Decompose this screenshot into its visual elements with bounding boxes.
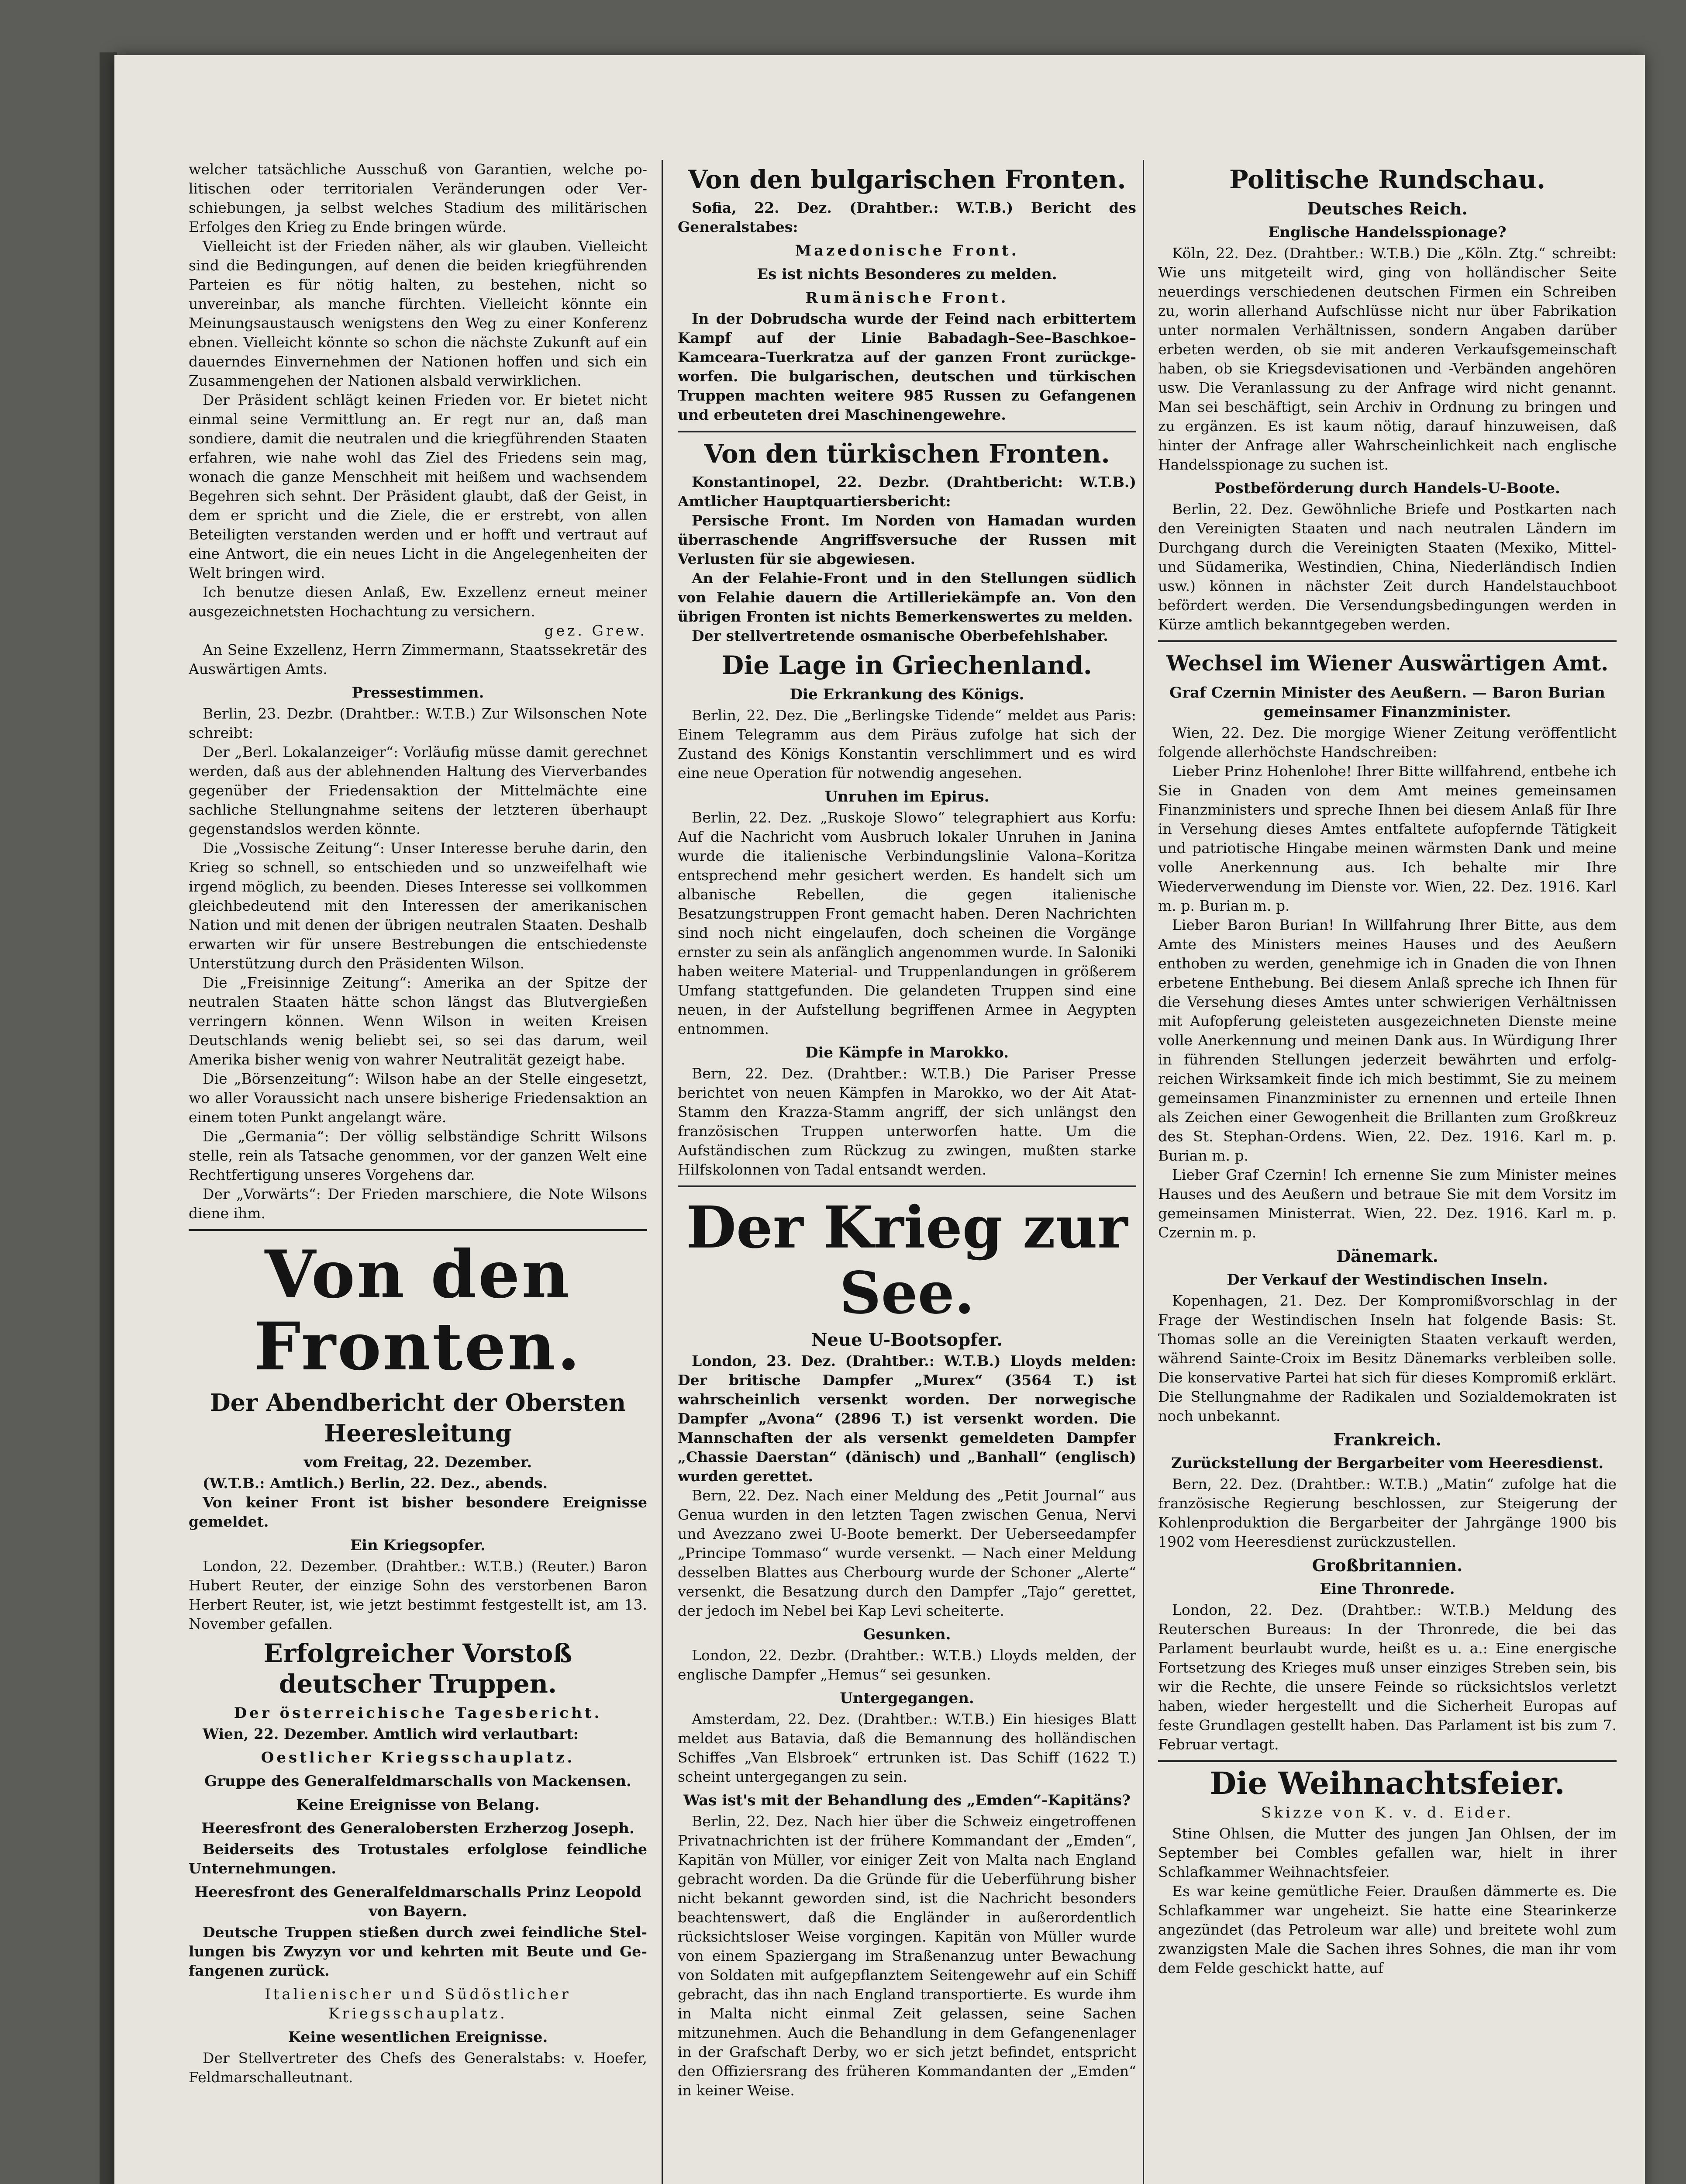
- article-text: Konstantinopel, 22. Dezbr. (Drahtbericht: W.T.B.) Amtlicher Hauptquartiersbericht:: [678, 473, 1136, 510]
- article-text: Persische Front. Im Norden von Hamadan wurden überraschende Angriffsversuche der Russen mit Verlusten für sie abgewiesen.: [678, 512, 1136, 567]
- article-text: Köln, 22. Dez. (Drahtber.: W.T.B.) Die „Köln. Ztg.“ schreibt: Wie uns mitgeteilt wird, ging von holländischer Seite neuerdings verschiedenen deutschen Firmen ein Schreiben zu, worin allerhand Aufschlüsse nicht nur über Fabrikation unter normalen Verhältnissen, sondern Angaben darüber erbeten werden, ob sie mit anderen Verkaufsgemeinschaft haben, ob sie Kriegsdevisationen und -Verbänden angehören usw. Die Veranlassung zu der Anfrage wird nicht genannt. Man sei beschäftigt, sein Archiv in Ordnung zu bringen und zu ergänzen. Es ist kaum nötig, darauf hinzuweisen, daß hinter der Anfrage aller Wahrscheinlichkeit nach englische Handelsspionage zu suchen ist.: [1158, 245, 1617, 473]
- section-heading: Italienischer und Südöstlicher Kriegsschauplatz.: [265, 1986, 571, 2022]
- article-text: (W.T.B.: Amtlich.) Berlin, 22. Dez., abends.: [203, 1475, 548, 1492]
- section-heading: Der österreichische Tagesbericht.: [234, 1704, 602, 1722]
- section-heading: Untergegangen.: [840, 1690, 974, 1707]
- article-text: In der Dobrudscha wurde der Feind nach erbittertem Kampf auf der Linie Babadagh–See–Baschkoe–Kamceara–Tuerkratza auf der ganzen Front zurückgeworfen. Die bulgarischen, deutschen und türkischen Truppen machten weitere 985 Russen zu Gefangenen und erbeuteten drei Maschinengewehre.: [678, 310, 1136, 423]
- article-text: Kopenhagen, 21. Dez. Der Kompromißvorschlag in der Frage der Westindischen Inseln hat folgende Basis: St. Thomas solle an die Vereinigten Staaten verkauft werden, während Sainte-Croix im Besitz Dänemarks verbleiben solle. Die konservative Partei hat sich für dieses Kompromiß erklärt. Die Stellungnahme der Radikalen und Sozialdemokraten ist noch unbekannt.: [1158, 1292, 1617, 1424]
- section-heading: Zurückstellung der Bergarbeiter vom Heeresdienst.: [1171, 1455, 1604, 1472]
- section-heading: Was ist's mit der Behandlung des „Emden“-Kapitäns?: [683, 1792, 1131, 1809]
- headline: Erfolgreicher Vorstoß deutscher Truppen.: [263, 1638, 572, 1699]
- divider: [1158, 640, 1617, 642]
- article-text: Lieber Graf Czernin! Ich ernenne Sie zum Minister meines Hauses und des Aeußern und betraue Sie mit dem Vorsitz im gemeinsamen Ministerrat. Wien, 22. Dez. 1916. Karl m. p. Czernin m. p.: [1158, 1166, 1617, 1241]
- newspaper-page: [114, 55, 1645, 2184]
- section-heading: Frankreich.: [1333, 1430, 1441, 1449]
- section-heading: Oestlicher Kriegsschauplatz.: [261, 1749, 575, 1766]
- section-heading: Neue U-Bootsopfer.: [811, 1330, 1003, 1350]
- article-text: London, 22. Dezbr. (Drahtber.: W.T.B.) Lloyds melden, der englische Dampfer „Hemus“ sei gesunken.: [678, 1647, 1136, 1683]
- article-text: Berlin, 22. Dez. Gewöhnliche Briefe und Postkarten nach den Vereinigten Staaten und nach neutralen Ländern im Durchgang durch die Vereinigten Staaten (Mexiko, Mittel- und Südamerika, Westindien, China, Niederländisch Indien usw.) können in nächster Zeit durch Handelstauchboot befördert werden. Die Versendungsbedingungen werden in Kürze amtlich bekanntgegeben werden.: [1158, 501, 1617, 633]
- section-heading: Gesunken.: [863, 1626, 951, 1643]
- column-right: [1158, 160, 1617, 1978]
- section-heading: Graf Czernin Minister des Aeußern. — Baron Burian gemeinsamer Finanzminister.: [1169, 684, 1605, 721]
- article-text: Beiderseits des Trotustales erfolglose feindliche Unternehmungen.: [189, 1841, 647, 1877]
- headline: Die Weihnachtsfeier.: [1210, 1765, 1565, 1801]
- article-text: An Seine Exzellenz, Herrn Zimmermann, Staatssekretär des Auswärtigen Amts.: [189, 641, 647, 677]
- section-heading: vom Freitag, 22. Dezember.: [303, 1454, 532, 1471]
- section-heading: Unruhen im Epirus.: [824, 788, 990, 805]
- article-text: Wien, 22. Dez. Die morgige Wiener Zeitung veröffentlicht folgende allerhöchste Handschreiben:: [1158, 724, 1617, 760]
- article-text: Berlin, 23. Dezbr. (Drahtber.: W.T.B.) Zur Wilsonschen Note schreibt:: [189, 705, 647, 741]
- headline: Der Krieg zur See.: [686, 1194, 1128, 1327]
- divider: [189, 1229, 647, 1231]
- section-heading: Heeresfront des Generalobersten Erzherzog Joseph.: [201, 1820, 634, 1837]
- article-text: Berlin, 22. Dez. „Ruskoje Slowo“ telegraphiert aus Korfu: Auf die Nachricht vom Ausbruch lokaler Unruhen in Janina wurde die italienische Verbindungslinie Valona–Koritza entsprechend mehr gesichert werden. Es handelt sich um albanische Rebellen, die gegen italienische Besatzungstruppen Front gemacht haben. Deren Nachrichten sind noch nicht eingelaufen, doch scheinen die Vorgänge ernster zu sein als anfänglich angenommen wurde. In Saloniki haben weitere Material- und Truppenlandungen in größerem Umfang stattgefunden. Die gelandeten Truppen sind eine neuen, in der Aufstellung begriffenen Armee in Aegypten entnommen.: [678, 809, 1136, 1037]
- section-heading: Es ist nichts Besonderes zu melden.: [757, 266, 1057, 283]
- section-heading: Deutsches Reich.: [1307, 199, 1468, 218]
- section-heading: Englische Handelsspionage?: [1268, 224, 1507, 241]
- column-rule: [662, 160, 663, 2184]
- article-text: London, 23. Dez. (Drahtber.: W.T.B.) Lloyds melden: Der britische Dampfer „Murex“ (3564 T.) ist wahrscheinlich versenkt worden. Der norwegische Dampfer „Avona“ (2896 T.) ist versenkt worden. Die Mannschaften der als versenkt gemeldeten Dampfer „Chassie Daerstan“ (dänisch) und „Banhall“ (englisch) wurden gerettet.: [678, 1352, 1136, 1485]
- section-heading: Pressestimmen.: [352, 684, 484, 702]
- section-heading: Heeresfront des Generalfeldmarschalls Prinz Leopold von Bayern.: [194, 1883, 641, 1920]
- article-text: Der stellvertretende osmanische Oberbefehlshaber.: [692, 627, 1108, 644]
- column-left: [189, 160, 647, 2087]
- article-text: Berlin, 22. Dez. Die „Berlingske Tidende“ meldet aus Paris: Einem Telegramm aus dem Piräus zufolge hat sich der Zustand des Königs Konstantin verschlimmert und es wird eine neue Operation für notwendig angesehen.: [678, 707, 1136, 781]
- article-text: London, 22. Dezember. (Drahtber.: W.T.B.) (Reuter.) Baron Hubert Reuter, der einzige Sohn des verstorbenen Baron Herbert Reuter, ist, wie jetzt bestimmt festgestellt ist, am 13. November gefallen.: [189, 1558, 647, 1632]
- article-text: Ich benutze diesen Anlaß, Ew. Exzellenz erneut meiner ausgezeichnetsten Hochachtung zu versichern.: [189, 584, 647, 620]
- section-heading: Die Erkrankung des Königs.: [790, 686, 1024, 703]
- article-text: London, 22. Dez. (Drahtber.: W.T.B.) Meldung des Reuterschen Bureaus: In der Thronrede, die bei das Parlament beurlaubt wurde, heißt es u. a.: Eine energische Fortsetzung des Krieges muß unser einziges Streben sein, bis wir die Rechte, die unsere Feinde so rücksichtslos verletzt haben, wieder hergestellt und die Sicherheit Europas auf feste Grundlagen gestellt haben. Das Parlament ist bis zum 7. Februar vertagt.: [1158, 1601, 1617, 1753]
- article-text: Stine Ohlsen, die Mutter des jungen Jan Ohlsen, der im September bei Combles gefallen war, hielt in ihrer Schlafkammer Weihnachtsfeier.: [1158, 1825, 1617, 1880]
- byline: Skizze von K. v. d. Eider.: [1261, 1804, 1514, 1821]
- article-text: Der Stellvertreter des Chefs des Generalstabs: v. Hoefer, Feldmarschalleutnant.: [189, 2049, 647, 2086]
- article-text: Bern, 22. Dez. (Drahtber.: W.T.B.) Die Pariser Presse berichtet von neuen Kämpfen in Marokko, wo der Ait Atat-Stamm den Krazza-Stamm angriff, der sich unlängst den französischen Truppen unterworfen hatte. Um die Aufständischen zum Rückzug zu zwingen, mußten starke Hilfskolonnen von Tadal entsandt werden.: [678, 1065, 1136, 1178]
- section-heading: Rumänische Front.: [805, 289, 1009, 307]
- headline: Von den bulgarischen Fronten.: [688, 165, 1126, 194]
- section-heading: Eine Thronrede.: [1320, 1580, 1455, 1598]
- article-text: Von keiner Front ist bisher besondere Ereignisse gemeldet.: [189, 1494, 647, 1530]
- section-heading: Postbeförderung durch Handels-U-Boote.: [1214, 480, 1560, 497]
- article-text: Die „Börsenzeitung“: Wilson habe an der Stelle eingesetzt, wo aller Voraussicht nach unsere bisherige Friedensaktion an einem toten Punkt angelangt wäre.: [189, 1070, 647, 1126]
- headline: Politische Rundschau.: [1229, 165, 1546, 194]
- article-text: Die „Germania“: Der völlig selbständige Schritt Wilsons stelle, rein als Tatsache genommen, vor der ganzen Welt eine Rechtfertigung unseres Vorgehens dar.: [189, 1128, 647, 1183]
- divider: [678, 431, 1136, 432]
- article-text: Berlin, 22. Dez. Nach hier über die Schweiz eingetroffenen Privatnachrichten ist der frühere Kommandant der „Emden“, Kapitän von Müller, vor einiger Zeit von Malta nach England gebracht worden. Da die Gründe für die Ueberführung bisher nicht bekannt geworden sind, ist die Nachricht besonders beachtenswert, daß die Engländer in außerordentlich rücksichtsloser Weise vorgingen. Kapitän von Müller wurde von einem Spaziergang im Straßenanzug unter Bewachung von Soldaten mit aufgepflanztem Seitengewehr auf ein Schiff gebracht, das ihn nach England transportierte. Es wurde ihm in Malta nicht einmal Zeit gelassen, seine Sachen mitzunehmen. Auch die Behandlung in dem Gefangenenlager in der Grafschaft Derby, wo er sich jetzt befindet, entspricht den Offiziersrang des früheren Kommandanten der „Emden“ in keiner Weise.: [678, 1813, 1136, 2099]
- section-heading: Keine Ereignisse von Belang.: [296, 1796, 540, 1814]
- article-text: Es war keine gemütliche Feier. Draußen dämmerte es. Die Schlafkammer war ungeheizt. Sie hatte eine Stearinkerze angezündet (das Petroleum war alle) und breitete wohl zum zwanzigsten Male die Sachen ihres Sohnes, die man ihr vom dem Felde geschickt hatte, auf: [1158, 1883, 1617, 1977]
- headline: Die Lage in Griechenland.: [722, 650, 1092, 680]
- article-text: Amsterdam, 22. Dez. (Drahtber.: W.T.B.) Ein hiesiges Blatt meldet aus Batavia, daß die Bemannung des holländischen Schiffes „Van Elsbroek“ ertrunken ist. Das Schiff (1622 T.) scheint untergegangen zu sein.: [678, 1711, 1136, 1785]
- article-text: Der Präsident schlägt keinen Frieden vor. Er bietet nicht einmal seine Vermittlung an. Er regt nur an, daß man sondiere, damit die neutralen und die kriegführenden Staaten erfahren, wie nahe wohl das Ziel des Friedens sein mag, wonach die ganze Menschheit mit heißem und wachsendem Begehren sich sehnt. Der Präsident glaubt, daß der Geist, in dem er spricht und die Ziele, die er erstrebt, von allen Beteiligten verstanden werden und er hofft und vertraut auf eine Antwort, die ein neues Licht in die Angelegenheiten der Welt bringen wird.: [189, 391, 647, 581]
- divider: [678, 1185, 1136, 1187]
- section-heading: Ein Kriegsopfer.: [350, 1537, 486, 1554]
- article-text: Deutsche Truppen stießen durch zwei feindliche Stellungen bis Zwyzyn vor und kehrten mit Beute und Gefangenen zurück.: [189, 1924, 647, 1979]
- section-heading: Dänemark.: [1336, 1246, 1438, 1266]
- article-text: Sofia, 22. Dez. (Drahtber.: W.T.B.) Bericht des Generalstabes:: [678, 199, 1136, 235]
- section-heading: Die Kämpfe in Marokko.: [805, 1044, 1009, 1061]
- signature: gez. Grew.: [544, 622, 647, 639]
- headline: Von den türkischen Fronten.: [704, 439, 1110, 469]
- section-heading: Keine wesentlichen Ereignisse.: [288, 2028, 548, 2046]
- section-heading: Gruppe des Generalfeldmarschalls von Mackensen.: [204, 1773, 631, 1790]
- article-text: Lieber Prinz Hohenlohe! Ihrer Bitte willfahrend, entbehe ich Sie in Gnaden von dem Amt meines gemeinsamen Finanzministers und spreche Ihnen bei diesem Anlaß für Ihre in Versehung dieses Amtes entfaltete aufopfernde Tätigkeit und patriotische Hingabe meinen wärmsten Dank und meine volle Anerkennung aus. Ich behalte mir Ihre Wiederverwendung im Dienste vor. Wien, 22. Dez. 1916. Karl m. p. Burian m. p.: [1158, 763, 1617, 914]
- article-text: Vielleicht ist der Frieden näher, als wir glauben. Vielleicht sind die Bedingungen, auf denen die beiden kriegführenden Parteien es für nötig halten, zu bestehen, nicht so unvereinbar, als manche fürchten. Vielleicht könnte ein Meinungsaustausch wenigstens den Weg zu einer Konferenz ebnen. Vielleicht könnte so schon die nächste Zukunft auf ein dauerndes Einvernehmen der Nationen hoffen und sich ein Zusammengehen der Nationen alsbald verwirklichen.: [189, 238, 647, 389]
- article-text: Die „Freisinnige Zeitung“: Amerika an der Spitze der neutralen Staaten hätte schon längst das Blutvergießen verringern können. Wenn Wilson in weiten Kreisen Deutschlands wenig beliebt sei, so sei das darum, weil Amerika bisher wenig von wahrer Neutralität gezeigt habe.: [189, 974, 647, 1068]
- column-rule: [1143, 160, 1144, 2184]
- article-text: Der „Vorwärts“: Der Frieden marschiere, die Note Wilsons diene ihm.: [189, 1185, 647, 1222]
- divider: [1158, 1760, 1617, 1762]
- section-heading: Mazedonische Front.: [795, 242, 1019, 259]
- article-text: An der Felahie-Front und in den Stellungen südlich von Felahie dauern die Artilleriekämpfe an. Von den übrigen Fronten ist nichts Bemerkenswertes zu melden.: [678, 570, 1136, 625]
- headline: Wechsel im Wiener Auswärtigen Amt.: [1166, 651, 1609, 676]
- article-text: Wien, 22. Dezember. Amtlich wird verlautbart:: [203, 1725, 579, 1742]
- article-text: Bern, 22. Dez. (Drahtber.: W.T.B.) „Matin“ zufolge hat die französische Regierung beschlossen, zur Steigerung der Kohlenproduktion die Bergarbeiter der Jahrgänge 1900 bis 1902 vom Heeresdienst zurückzustellen.: [1158, 1476, 1617, 1550]
- article-text: Bern, 22. Dez. Nach einer Meldung des „Petit Journal“ aus Genua wurden in den letzten Tagen zwischen Genua, Nervi und Avezzano zwei U-Boote bemerkt. Der Ueberseedampfer „Principe Tommaso“ wurde versenkt. — Nach einer Meldung desselben Blattes aus Cherbourg wurde der Schoner „Alerte“ versenkt, die Besatzung durch den Dampfer „Tajo“ gerettet, der jedoch im Nebel bei Kap Levi scheiterte.: [678, 1487, 1136, 1619]
- section-heading: Der Verkauf der Westindischen Inseln.: [1227, 1271, 1548, 1289]
- headline: Von den Fronten.: [254, 1236, 582, 1385]
- subheadline: Der Abendbericht der Obersten Heeresleitung: [210, 1389, 626, 1447]
- column-middle: [678, 160, 1136, 2100]
- article-text: Der „Berl. Lokalanzeiger“: Vorläufig müsse damit gerechnet werden, daß aus der ablehnenden Haltung des Vierverbandes gegenüber der Friedensaktion der Mittelmächte eine sachliche Stellungnahme seitens der letzteren überhaupt gegenstandslos werden könnte.: [189, 743, 647, 837]
- section-heading: Großbritannien.: [1312, 1555, 1463, 1575]
- article-text: Lieber Baron Burian! In Willfahrung Ihrer Bitte, aus dem Amte des Ministers meines Hauses und des Aeußern enthoben zu werden, genehmige ich in Gnaden die von Ihnen erbetene Enthebung. Bei diesem Anlaß spreche ich Ihnen für die Versehung dieses Amtes unter schwierigen Verhältnissen mit Aufopferung geleisteten ausgezeichneten Dienste meine volle Anerkennung und meinen Dank aus. In Würdigung Ihrer in führenden Stellungen jederzeit bewährten und erfolgreichen Wirksamkeit finde ich mich bestimmt, Sie zu meinem gemeinsamen Finanzminister zu ernennen und erteile Ihnen als Zeichen einer Gewogenheit die Brillanten zum Großkreuz des St. Stephan-Ordens. Wien, 22. Dez. 1916. Karl m. p. Burian m. p.: [1158, 916, 1617, 1164]
- article-text: Die „Vossische Zeitung“: Unser Interesse beruhe darin, den Krieg so schnell, so entschieden und so unzweifelhaft wie irgend möglich, zu beenden. Dieses Interesse sei vollkommen gleichbedeutend mit den Interessen der amerikanischen Nation und mit denen der übrigen neutralen Staaten. Deshalb erwarten wir für unsere Bestrebungen die entschiedenste Unterstützung durch den Präsidenten Wilson.: [189, 840, 647, 972]
- article-text: welcher tatsächliche Ausschuß von Garantien, welche politischen oder territorialen Veränderungen oder Verschiebungen, ja selbst welches Stadium des militärischen Erfolges den Krieg zu Ende bringen würde.: [189, 161, 647, 235]
